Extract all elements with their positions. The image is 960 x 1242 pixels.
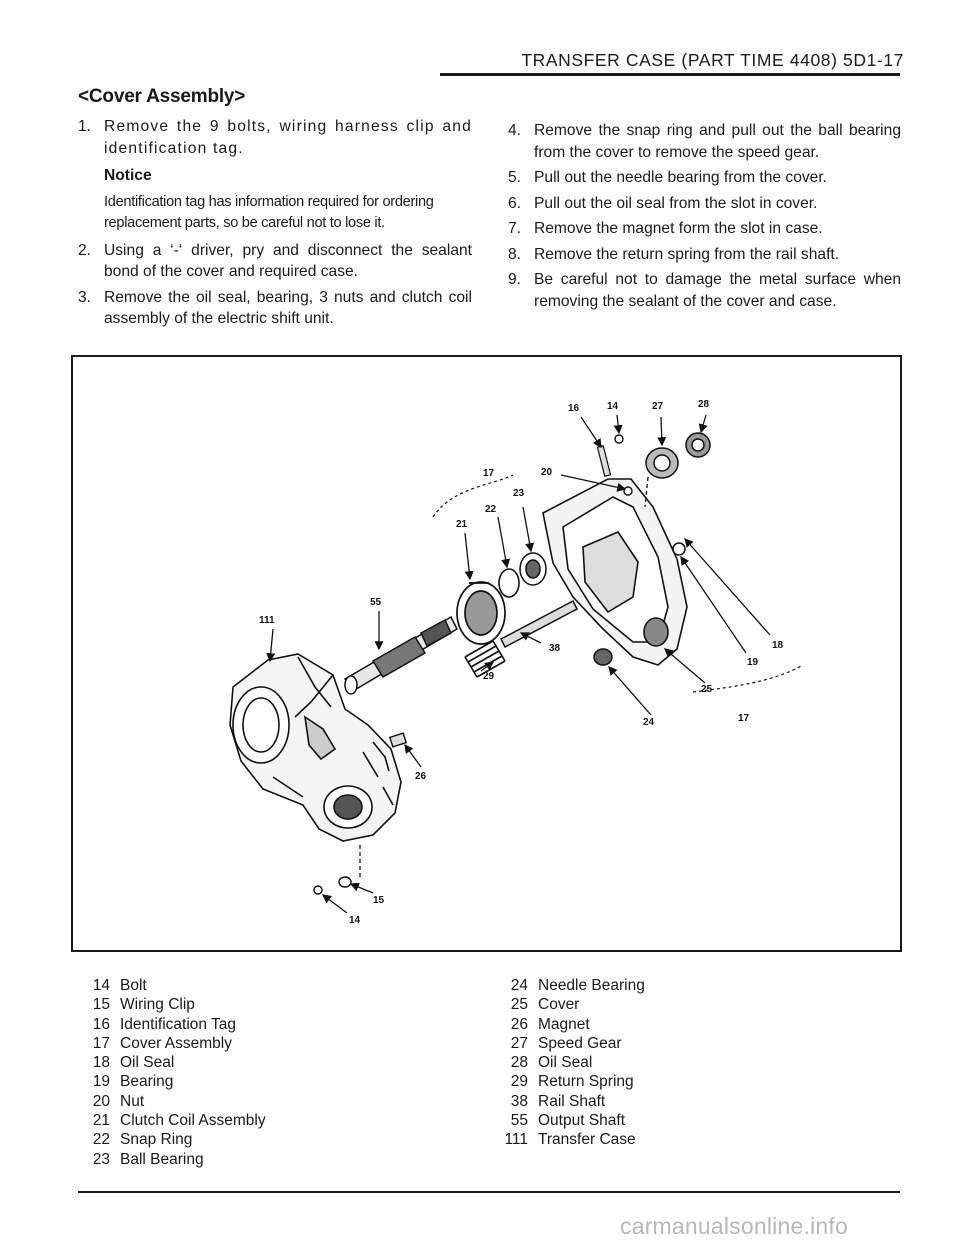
legend-item [80,1072,266,1091]
legend-number: 16 [92,1015,110,1033]
step-text: Remove the snap ring and pull out the ball bearing from the cover to remove the speed gear. [534,122,901,161]
callout-14: 14 [607,401,619,412]
callout-111: 111 [259,615,275,626]
page-header: TRANSFER CASE (PART TIME 4408) 5D1-17 [521,50,904,70]
step-text: Be careful not to damage the metal surface when removing the sealant of the cover and case. [534,271,901,310]
legend-name: Clutch Coil Assembly [120,1112,266,1130]
step-text: Pull out the needle bearing from the cover. [534,169,827,186]
watermark: carmanualsonline.info [620,1213,848,1239]
callout-28: 28 [698,399,710,410]
callout-24: 24 [643,717,655,728]
parts-legend-right [498,976,645,1150]
legend-number: 55 [510,1112,528,1130]
legend-item [498,995,645,1014]
footer-rule [78,1191,900,1193]
legend-number: 24 [510,977,528,994]
parts-legend-left [80,976,266,1169]
lower-bolt-part [314,886,322,894]
step-text: Remove the oil seal, bearing, 3 nuts and clutch coil assembly of the electric shift unit. [104,288,472,327]
legend-number: 26 [510,1015,528,1033]
snap-ring-part [499,569,519,597]
section-title: <Cover Assembly> [78,86,246,107]
legend-name: Output Shaft [538,1112,626,1130]
legend-item [498,1053,645,1072]
callout-23: 23 [513,488,525,499]
cover-part [543,479,687,665]
clutch-coil-part [457,582,505,644]
callout-25: 25 [701,684,713,695]
notice-title: Notice [104,167,152,184]
legend-item [498,1034,645,1053]
legend-item [498,1130,645,1149]
legend-name: Transfer Case [538,1131,636,1149]
needle-bearing-part [594,649,612,665]
callout-16: 16 [568,403,580,414]
legend-name: Cover [538,996,580,1014]
step-number: 6. [508,194,522,212]
step-text: Remove the magnet form the slot in case. [534,220,823,237]
legend-number: 18 [92,1054,110,1072]
legend-number: 111 [504,1131,528,1149]
legend-name: Return Spring [538,1073,634,1091]
step-9 [508,269,901,312]
legend-name: Identification Tag [120,1015,237,1033]
identification-tag-part [597,446,610,477]
legend-number: 23 [92,1150,110,1168]
step-number: 5. [508,169,522,186]
callout-27: 27 [652,401,664,412]
legend-name: Bearing [120,1073,174,1091]
step-1 [78,116,472,159]
legend-item [80,1092,266,1111]
step-6 [508,193,901,215]
callout-21: 21 [456,519,468,530]
step-4 [508,120,901,163]
legend-number: 22 [92,1131,110,1149]
step-3 [78,287,472,330]
output-shaft-part [345,617,457,694]
legend-number: 15 [92,996,110,1014]
step-text: Remove the 9 bolts, wiring harness clip and identification tag. [104,118,472,157]
step-text: Using a ‘-‘ driver, pry and disconnect the sealant bond of the cover and required case. [104,241,472,280]
legend-name: Cover Assembly [120,1034,232,1052]
legend-item [498,976,645,995]
step-number: 2. [78,241,92,259]
ball-bearing-part [520,553,546,585]
legend-number: 29 [510,1073,528,1091]
header-rule [440,73,900,76]
callout-38: 38 [549,643,561,654]
callout-29: 29 [483,671,495,682]
legend-item [80,1053,266,1072]
legend-number: 28 [510,1054,528,1072]
callout-26: 26 [415,771,427,782]
step-number: 7. [508,220,522,237]
legend-number: 38 [510,1092,528,1110]
step-number: 9. [508,271,522,288]
legend-number: 14 [92,977,110,994]
legend-item [498,1072,645,1091]
callout-15: 15 [373,895,385,906]
legend-name: Rail Shaft [538,1092,606,1110]
legend-item [80,1111,266,1130]
legend-number: 20 [92,1092,110,1110]
magnet-part [390,733,406,747]
callout-14b: 14 [349,915,361,926]
step-number: 1. [78,118,92,135]
callout-18: 18 [772,640,784,651]
rail-shaft-part [501,601,577,647]
callout-17: 17 [483,468,495,479]
legend-item [80,1034,266,1053]
legend-name: Ball Bearing [120,1150,204,1168]
legend-name: Bolt [120,977,147,994]
exploded-view-drawing [73,357,900,950]
step-8 [508,244,901,266]
notice-text: Identification tag has information required for ordering replacement parts, so be careful not to lose it. [104,193,434,231]
oil-seal-part [686,433,710,457]
legend-number: 19 [92,1073,110,1091]
legend-name: Snap Ring [120,1131,193,1149]
instructions-right [508,120,901,316]
transfer-case-part [230,654,401,841]
step-number: 8. [508,245,522,263]
legend-item [80,1015,266,1034]
nut-part [624,487,632,495]
callout-22: 22 [485,504,497,515]
legend-name: Oil Seal [538,1054,593,1072]
legend-item [498,1111,645,1130]
legend-number: 25 [510,996,528,1014]
legend-item [498,1015,645,1034]
speed-gear-part [646,448,678,478]
legend-name: Nut [120,1092,145,1110]
legend-item [80,995,266,1014]
step-number: 4. [508,122,522,139]
step-number: 3. [78,288,92,306]
legend-item [498,1092,645,1111]
oil-seal-small-part [673,543,685,555]
legend-name: Oil Seal [120,1054,175,1072]
legend-name: Speed Gear [538,1034,622,1052]
callout-19: 19 [747,657,759,668]
legend-name: Needle Bearing [538,977,645,994]
step-text: Remove the return spring from the rail shaft. [534,245,840,263]
legend-number: 27 [510,1034,528,1052]
callout-20: 20 [541,467,553,478]
legend-name: Wiring Clip [120,996,195,1014]
legend-name: Magnet [538,1015,590,1033]
bolt-part [615,435,623,443]
step-2 [78,240,472,283]
step-text: Pull out the oil seal from the slot in cover. [534,194,818,212]
callout-17b: 17 [738,713,750,724]
legend-number: 21 [92,1112,110,1130]
notice [78,165,472,234]
step-5 [508,167,901,189]
callout-55: 55 [370,597,382,608]
exploded-view-figure [71,355,902,952]
legend-number: 17 [92,1034,110,1052]
step-7 [508,218,901,240]
wiring-clip-part [339,877,351,887]
legend-item [80,976,266,995]
instructions-left [78,116,472,334]
legend-item [80,1150,266,1169]
legend-item [80,1130,266,1149]
